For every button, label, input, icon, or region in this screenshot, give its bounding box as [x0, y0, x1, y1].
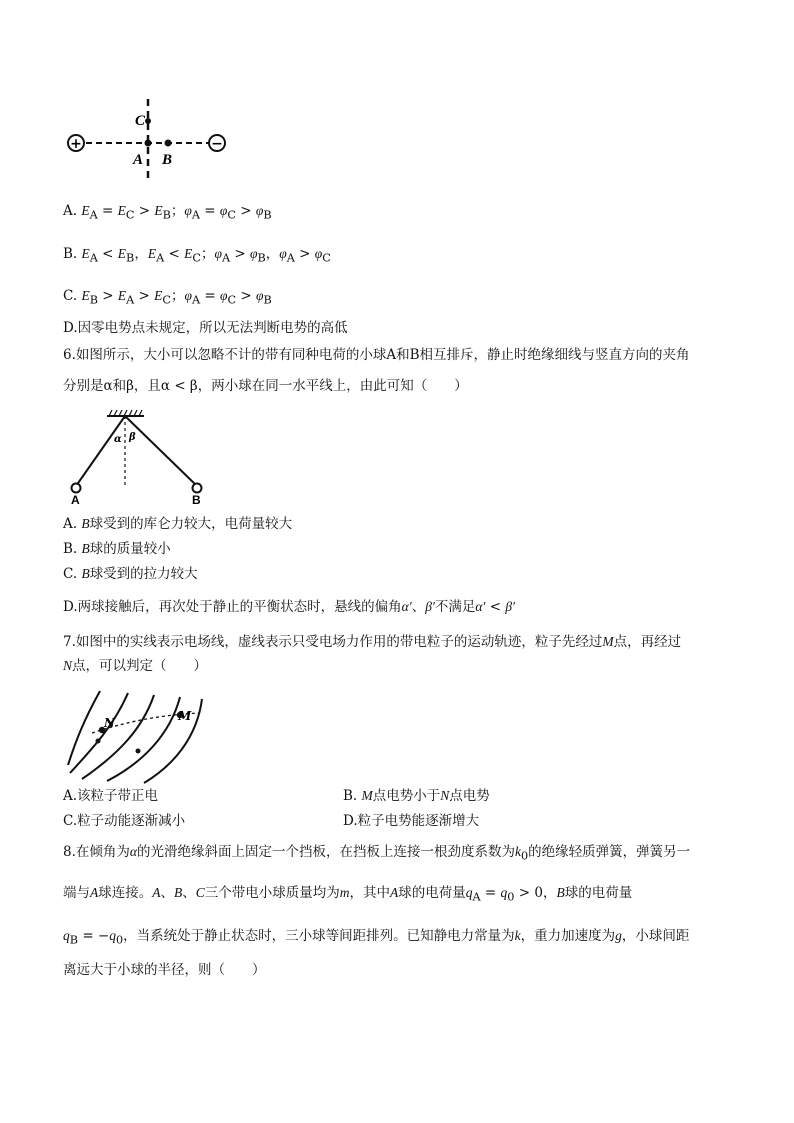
q8-stem-line-4: 离远大于小球的半径，则（ ） — [63, 962, 266, 978]
q6-stem-line-1: 6.如图所示，大小可以忽略不计的带有同种电荷的小球A和B相互排斥，静止时绝缘细线与竖直方向的夹角 — [63, 347, 690, 363]
q6-option-c: C. B球受到的拉力较大 — [63, 566, 198, 582]
q6-option-a: A. B球受到的库仑力较大，电荷量较大 — [63, 516, 293, 532]
q7-stem-line-1: 7.如图中的实线表示电场线，虚线表示只受电场力作用的带电粒子的运动轨迹，粒子先经过M点，再经过 — [63, 634, 682, 650]
q7-option-b: B. M点电势小于N点电势 — [343, 788, 490, 804]
q5-option-a: A. $E_A = E_C > E_B$；$\varphi_A = \varphi_C > \varphi_B$ — [63, 203, 272, 222]
ball-b-label: B — [192, 493, 201, 507]
plus-charge: + — [70, 136, 82, 152]
q7-option-c: C.粒子动能逐渐减小 — [63, 813, 186, 829]
point-m-label: M — [178, 709, 192, 723]
q7-option-d: D.粒子电势能逐渐增大 — [343, 813, 480, 829]
q8-stem-line-1: 8.在倾角为α的光滑绝缘斜面上固定一个挡板，在挡板上连接一根劲度系数为$k_0$的绝缘轻质弹簧，弹簧另一 — [63, 844, 691, 863]
q8-stem-line-3: $q_B = -q_0$，当系统处于静止状态时，三小球等间距排列。已知静电力常量为k，重力加速度为g，小球间距 — [63, 928, 690, 947]
q6-option-d: D.两球接触后，再次处于静止的平衡状态时，悬线的偏角α′、β′不满足α′ < β′ — [63, 599, 516, 615]
q5-option-c: C. $E_B > E_A > E_C$；$\varphi_A = \varphi_C > \varphi_B$ — [63, 288, 272, 307]
q6-stem-line-2: 分别是α和β，且α < β，两小球在同一水平线上，由此可知（ ） — [63, 378, 468, 394]
label-b: B — [162, 152, 173, 168]
label-c: C — [135, 113, 146, 129]
q7-option-a: A.该粒子带正电 — [63, 788, 159, 804]
field-lines-diagram — [62, 685, 212, 785]
minus-charge: − — [211, 136, 223, 152]
point-n-label: N — [104, 716, 115, 730]
q5-option-d: D.因零电势点未规定，所以无法判断电势的高低 — [63, 320, 348, 336]
beta-label: β — [129, 432, 136, 443]
hanging-balls-diagram — [62, 408, 222, 506]
charge-diagram — [62, 95, 242, 185]
q6-option-b: B. B球的质量较小 — [63, 541, 171, 557]
ball-a-label: A — [71, 493, 80, 507]
q5-option-b: B. $E_A < E_B$，$E_A < E_C$；$\varphi_A > \varphi_B$，$\varphi_A > \varphi_C$ — [63, 246, 331, 265]
q8-stem-line-2: 端与A球连接。A、B、C三个带电小球质量均为m，其中A球的电荷量$q_A = q_0 > 0$，B球的电荷量 — [63, 885, 633, 904]
q7-stem-line-2: N点，可以判定（ ） — [63, 658, 208, 674]
label-a: A — [133, 152, 144, 168]
alpha-label: α — [114, 434, 122, 445]
